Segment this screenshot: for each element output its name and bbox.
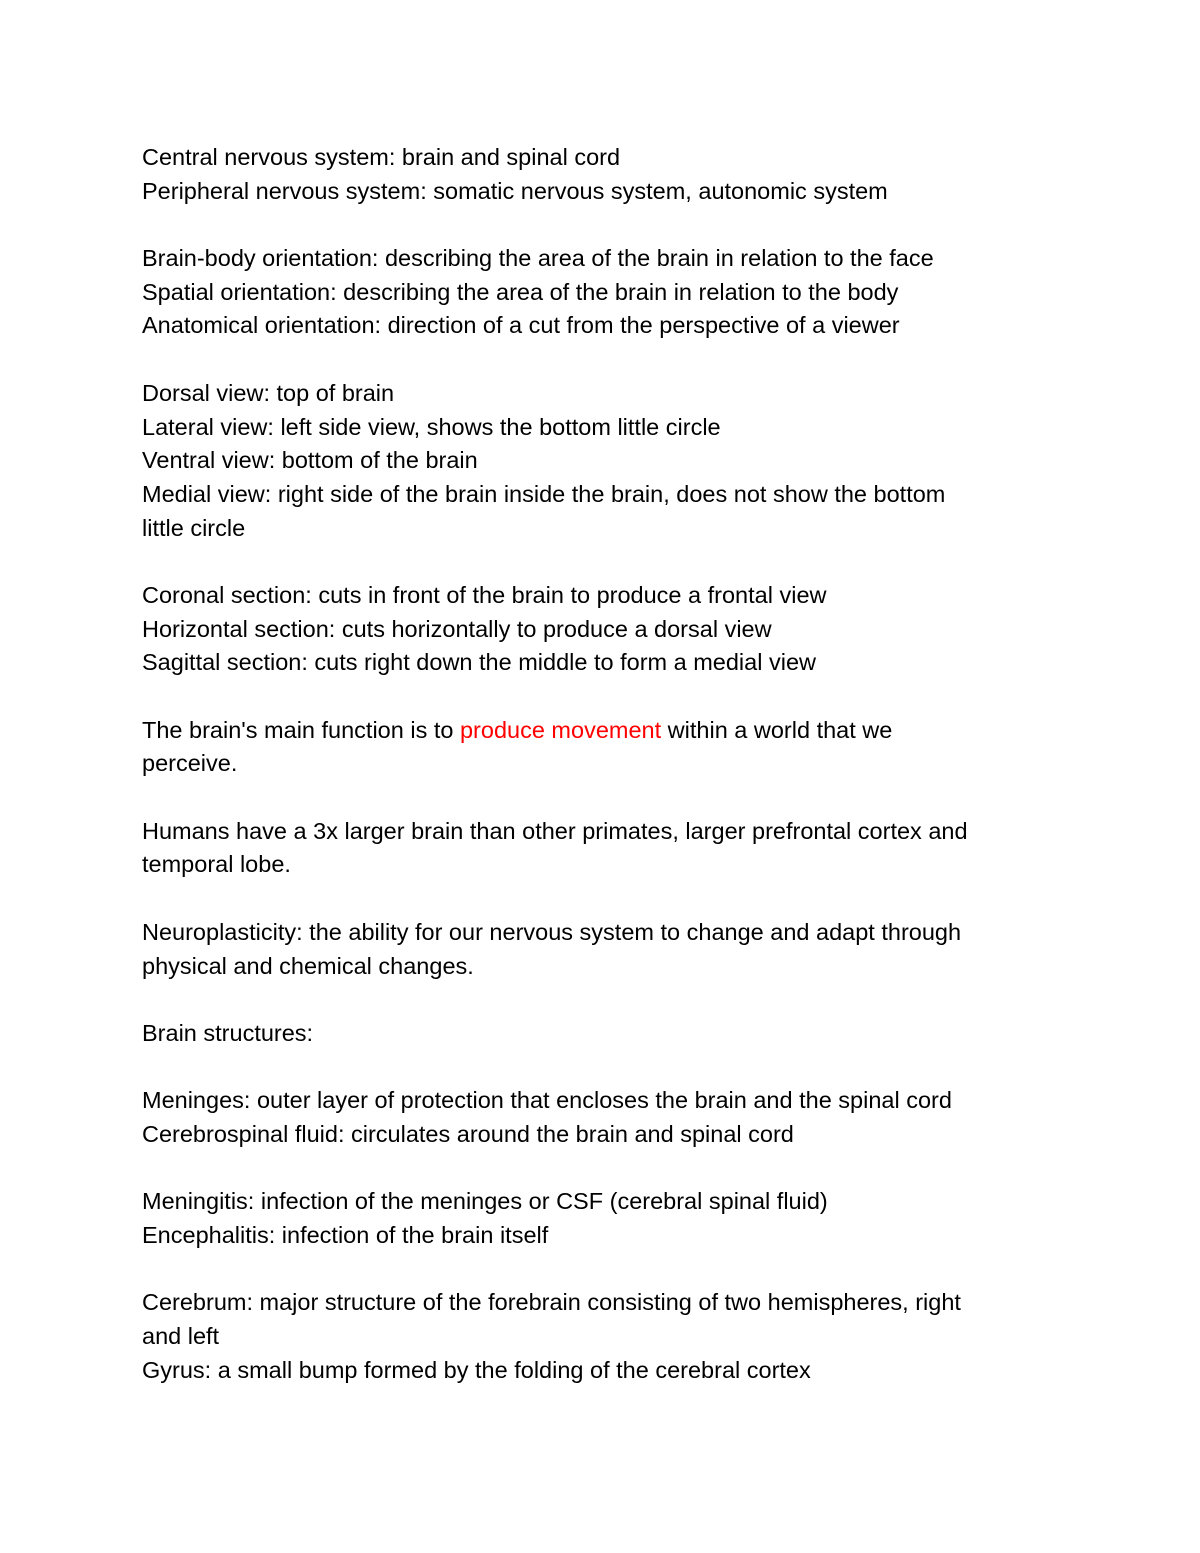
line-sagittal-section: Sagittal section: cuts right down the middle to form a medial view <box>142 649 816 676</box>
line-neuroplasticity-2: physical and chemical changes. <box>142 952 474 979</box>
spacer <box>142 208 1200 242</box>
line-medial-view-2: little circle <box>142 514 246 541</box>
function-text-post: within a world that we <box>661 716 893 743</box>
line-dorsal-view: Dorsal view: top of brain <box>142 379 395 406</box>
line-brain-body-orientation: Brain-body orientation: describing the area of the brain in relation to the face <box>142 245 934 272</box>
line-lateral-view: Lateral view: left side view, shows the bottom little circle <box>142 413 721 440</box>
line-pns: Peripheral nervous system: somatic nervous system, autonomic system <box>142 177 888 204</box>
line-brain-function-2: perceive. <box>142 750 238 777</box>
line-medial-view-1: Medial view: right side of the brain inside the brain, does not show the bottom <box>142 480 946 507</box>
spacer <box>142 882 1200 916</box>
line-brain-function-1 <box>142 714 1200 748</box>
line-cns: Central nervous system: brain and spinal cord <box>142 144 621 170</box>
function-highlight: produce movement <box>459 716 662 743</box>
line-anatomical-orientation: Anatomical orientation: direction of a cut from the perspective of a viewer <box>142 312 900 339</box>
line-horizontal-section: Horizontal section: cuts horizontally to produce a dorsal view <box>142 615 772 642</box>
spacer <box>142 781 1200 815</box>
spacer <box>142 343 1200 377</box>
spacer <box>142 1253 1200 1287</box>
spacer <box>142 983 1200 1017</box>
line-meninges: Meninges: outer layer of protection that encloses the brain and the spinal cord <box>142 1087 952 1114</box>
line-humans-1: Humans have a 3x larger brain than other primates, larger prefrontal cortex and <box>142 817 968 844</box>
line-neuroplasticity-1: Neuroplasticity: the ability for our nervous system to change and adapt through <box>142 918 962 945</box>
spacer <box>142 1051 1200 1085</box>
line-humans-2: temporal lobe. <box>142 851 291 878</box>
line-meningitis: Meningitis: infection of the meninges or CSF (cerebral spinal fluid) <box>142 1188 828 1215</box>
line-cerebrum-1: Cerebrum: major structure of the forebrain consisting of two hemispheres, right <box>142 1289 961 1316</box>
line-cerebrospinal-fluid: Cerebrospinal fluid: circulates around the brain and spinal cord <box>142 1120 794 1147</box>
spacer <box>142 1152 1200 1186</box>
line-coronal-section: Coronal section: cuts in front of the brain to produce a frontal view <box>142 581 827 608</box>
spacer <box>142 680 1200 714</box>
line-ventral-view: Ventral view: bottom of the brain <box>142 447 478 474</box>
line-gyrus: Gyrus: a small bump formed by the folding of the cerebral cortex <box>142 1356 811 1383</box>
line-encephalitis: Encephalitis: infection of the brain itself <box>142 1222 549 1248</box>
line-spatial-orientation: Spatial orientation: describing the area of the brain in relation to the body <box>142 278 899 305</box>
spacer <box>142 545 1200 579</box>
function-text-pre: The brain's main function is to <box>142 716 460 743</box>
line-cerebrum-2: and left <box>142 1323 220 1350</box>
line-brain-structures: Brain structures: <box>142 1019 314 1046</box>
